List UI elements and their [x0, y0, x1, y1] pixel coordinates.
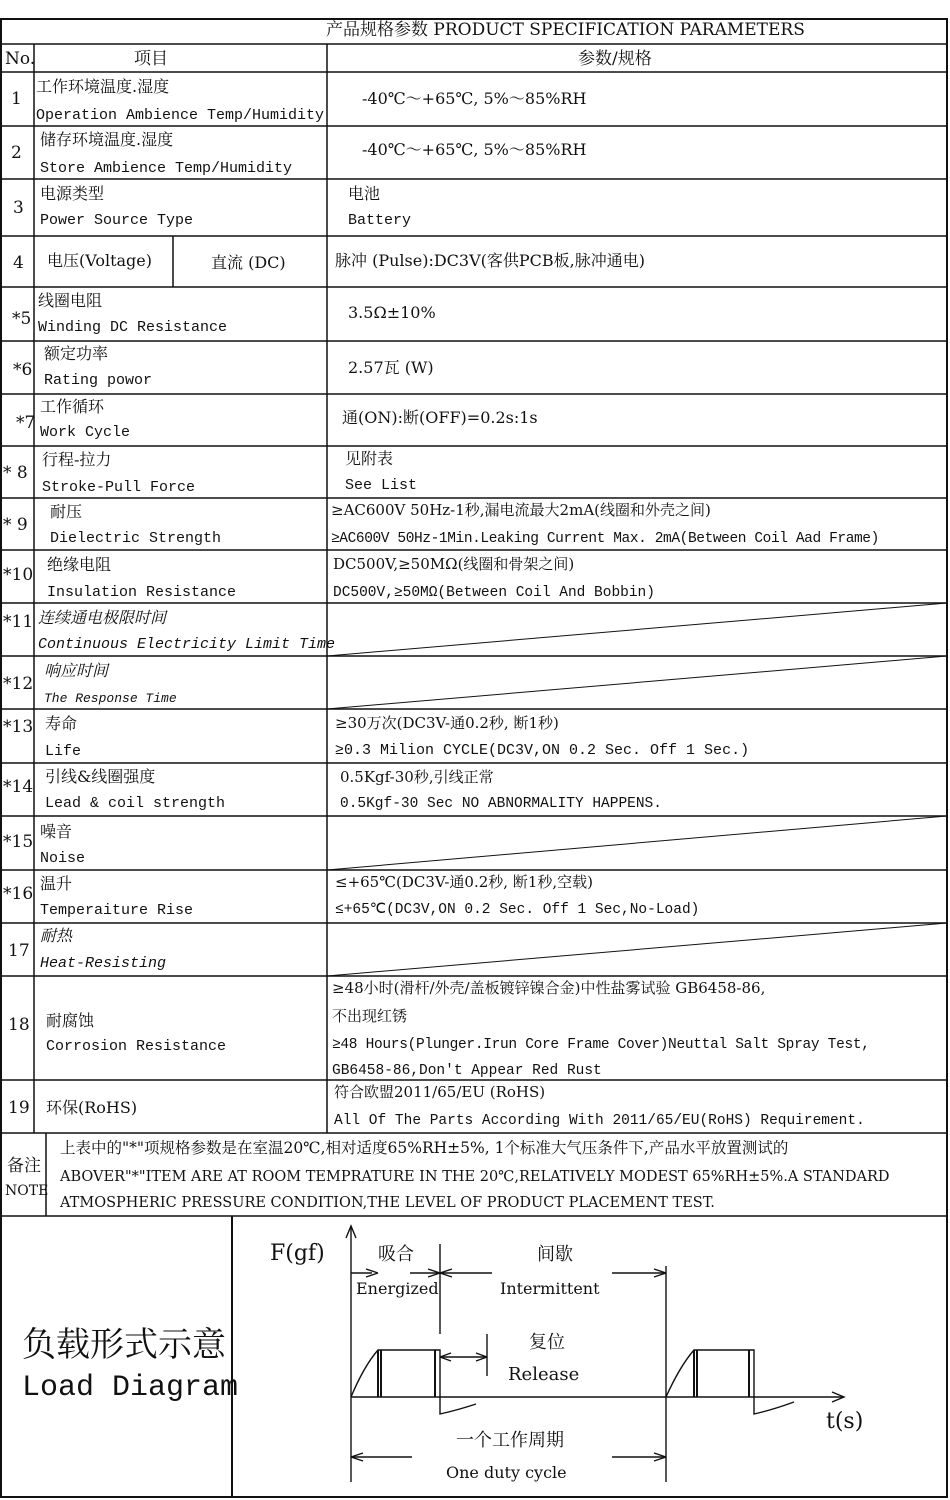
- note-line: 上表中的"*"项规格参数是在室温20℃,相对适度65%RH±5%, 1个标准大气压条件下,产品水平放置测试的: [60, 1139, 789, 1157]
- row-number: *11: [3, 612, 34, 632]
- cycle-label-cn: 一个工作周期: [456, 1430, 564, 1451]
- row-number: 18: [8, 1015, 30, 1035]
- item-name-en: Heat-Resisting: [40, 955, 167, 972]
- row-number: 1: [11, 89, 22, 109]
- row-number: *14: [3, 777, 34, 797]
- item-name-en: Life: [45, 743, 82, 760]
- item-name-cn: 电压(Voltage): [47, 251, 153, 270]
- parameter-value: 2.57瓦 (W): [348, 358, 434, 377]
- parameter-value-en: ≥0.3 Milion CYCLE(DC3V,ON 0.2 Sec. Off 1 Sec.): [335, 742, 750, 759]
- parameter-value: 不出现红锈: [332, 1007, 408, 1025]
- item-name-cn: 耐压: [50, 502, 83, 521]
- parameter-value-en: GB6458-86,Don't Appear Red Rust: [332, 1063, 602, 1079]
- row-number: * 8: [3, 463, 28, 483]
- parameter-value: 脉冲 (Pulse):DC3V(客供PCB板,脉冲通电): [335, 251, 645, 270]
- item-name-en: Rating powor: [44, 372, 153, 389]
- parameter-value: 符合欧盟2011/65/EU (RoHS): [334, 1083, 546, 1101]
- column-header-no: No.: [5, 49, 36, 69]
- parameter-value: 电池: [348, 184, 381, 203]
- parameter-value: ≥AC600V 50Hz-1秒,漏电流最大2mA(线圈和外壳之间): [331, 501, 711, 519]
- parameter-value-en: All Of The Parts According With 2011/65/EU(RoHS) Requirement.: [334, 1113, 865, 1129]
- item-name-en: The Response Time: [44, 691, 177, 706]
- intermittent-label-cn: 间歇: [537, 1244, 573, 1265]
- item-name-cn: 工作环境温度.湿度: [36, 77, 170, 96]
- item-name-en: Temperaiture Rise: [40, 902, 194, 919]
- item-name-en: Insulation Resistance: [47, 584, 237, 601]
- parameter-value: -40℃～+65℃, 5%～85%RH: [362, 140, 587, 159]
- row-number: *6: [13, 360, 33, 380]
- row-number: * 9: [3, 515, 28, 535]
- item-name-cn: 行程-拉力: [42, 450, 112, 469]
- parameter-value: ≤+65℃(DC3V-通0.2秒, 断1秒,空载): [335, 873, 593, 891]
- waveform-pulse-1: [351, 1350, 476, 1414]
- item-name-cn: 耐热: [40, 926, 73, 945]
- parameter-value: 3.5Ω±10%: [348, 303, 436, 322]
- item-name-cn: 线圈电阻: [38, 291, 103, 310]
- parameter-value: -40℃～+65℃, 5%～85%RH: [362, 89, 587, 108]
- item-name-cn: 引线&线圈强度: [45, 767, 156, 786]
- row-number: *5: [12, 309, 32, 329]
- parameter-value: 见附表: [345, 449, 394, 468]
- row-number: 17: [8, 941, 30, 961]
- item-name-en: Dielectric Strength: [50, 530, 222, 547]
- diagram-title-cn: 负载形式示意: [22, 1325, 226, 1365]
- row-number: 2: [11, 143, 22, 163]
- parameter-value: 通(ON):断(OFF)=0.2s:1s: [342, 408, 538, 427]
- row-number: 4: [13, 253, 24, 273]
- parameter-value-en: 0.5Kgf-30 Sec NO ABNORMALITY HAPPENS.: [340, 796, 662, 812]
- column-header-item: 项目: [134, 49, 168, 69]
- row-number: *15: [3, 832, 34, 852]
- note-line: ABOVER"*"ITEM ARE AT ROOM TEMPRATURE IN THE 20℃,RELATIVELY MODEST 65%RH±5%.A STANDARD: [60, 1169, 890, 1185]
- item-name-en: Work Cycle: [40, 424, 131, 441]
- release-label-cn: 复位: [529, 1332, 565, 1353]
- intermittent-label-en: Intermittent: [500, 1279, 600, 1298]
- column-header-parameter: 参数/规格: [578, 49, 652, 69]
- release-label-en: Release: [508, 1364, 580, 1385]
- note-line: ATMOSPHERIC PRESSURE CONDITION,THE LEVEL OF PRODUCT PLACEMENT TEST.: [60, 1195, 715, 1211]
- parameter-value-en: ≥AC600V 50Hz-1Min.Leaking Current Max. 2mA(Between Coil Aad Frame): [331, 531, 879, 547]
- parameter-value: 0.5Kgf-30秒,引线正常: [340, 768, 494, 786]
- energized-label-cn: 吸合: [378, 1244, 414, 1265]
- energized-label-en: Energized: [356, 1279, 439, 1298]
- parameter-value-en: See List: [345, 477, 418, 494]
- item-name-cn: 额定功率: [44, 344, 109, 363]
- item-name-cn: 响应时间: [44, 661, 109, 680]
- row-number: 3: [13, 198, 24, 218]
- parameter-value-en: Battery: [348, 212, 412, 229]
- row-number: *13: [3, 717, 34, 737]
- y-axis-label: F(gf): [270, 1241, 325, 1266]
- parameter-value: ≥48小时(滑杆/外壳/盖板镀锌镍合金)中性盐雾试验 GB6458-86,: [332, 979, 766, 997]
- item-name-cn: 寿命: [45, 714, 78, 733]
- item-name-en: Lead & coil strength: [45, 795, 226, 812]
- item-name-cn: 绝缘电阻: [47, 555, 112, 574]
- item-name-en: Noise: [40, 850, 86, 867]
- item-name-cn: 噪音: [40, 822, 73, 841]
- row-number: *16: [3, 884, 34, 904]
- item-name-cn: 储存环境温度.湿度: [40, 130, 174, 149]
- item-name-cn: 温升: [40, 874, 73, 893]
- item-name-cn: 工作循环: [40, 397, 105, 416]
- item-name-cn: 连续通电极限时间: [38, 608, 167, 627]
- item-name-en: Store Ambience Temp/Humidity: [40, 160, 293, 177]
- item-name-en: Corrosion Resistance: [46, 1038, 227, 1055]
- row-number: *10: [3, 565, 34, 585]
- waveform-pulse-2: [666, 1350, 794, 1414]
- load-diagram: [232, 1216, 950, 1496]
- parameter-value-en: DC500V,≥50MΩ(Between Coil And Bobbin): [333, 585, 655, 601]
- item-subtype: 直流 (DC): [211, 253, 286, 272]
- item-name-cn: 电源类型: [40, 184, 105, 203]
- item-name-en: Power Source Type: [40, 212, 194, 229]
- parameter-value: DC500V,≥50MΩ(线圈和骨架之间): [333, 555, 575, 573]
- item-name-en: Operation Ambience Temp/Humidity: [36, 107, 325, 124]
- parameter-value-en: ≤+65℃(DC3V,ON 0.2 Sec. Off 1 Sec,No-Load): [335, 902, 700, 918]
- item-name-en: Continuous Electricity Limit Time: [38, 636, 336, 653]
- item-name-cn: 耐腐蚀: [46, 1011, 95, 1030]
- parameter-value-en: ≥48 Hours(Plunger.Irun Core Frame Cover)Neuttal Salt Spray Test,: [332, 1037, 870, 1053]
- item-name-en: Winding DC Resistance: [38, 319, 228, 336]
- diagram-title-en: Load Diagram: [22, 1371, 239, 1405]
- item-name-en: Stroke-Pull Force: [42, 479, 196, 496]
- item-name-cn: 环保(RoHS): [46, 1098, 138, 1117]
- cycle-label-en: One duty cycle: [446, 1463, 567, 1482]
- parameter-value: ≥30万次(DC3V-通0.2秒, 断1秒): [335, 714, 559, 732]
- x-axis-label: t(s): [826, 1409, 864, 1434]
- sheet-title: 产品规格参数 PRODUCT SPECIFICATION PARAMETERS: [326, 20, 805, 40]
- row-number: 19: [8, 1098, 30, 1118]
- row-number: *12: [3, 674, 34, 694]
- note-label-cn: 备注: [7, 1156, 41, 1176]
- note-label-en: NOTE: [5, 1183, 49, 1199]
- row-number: *7: [16, 413, 36, 433]
